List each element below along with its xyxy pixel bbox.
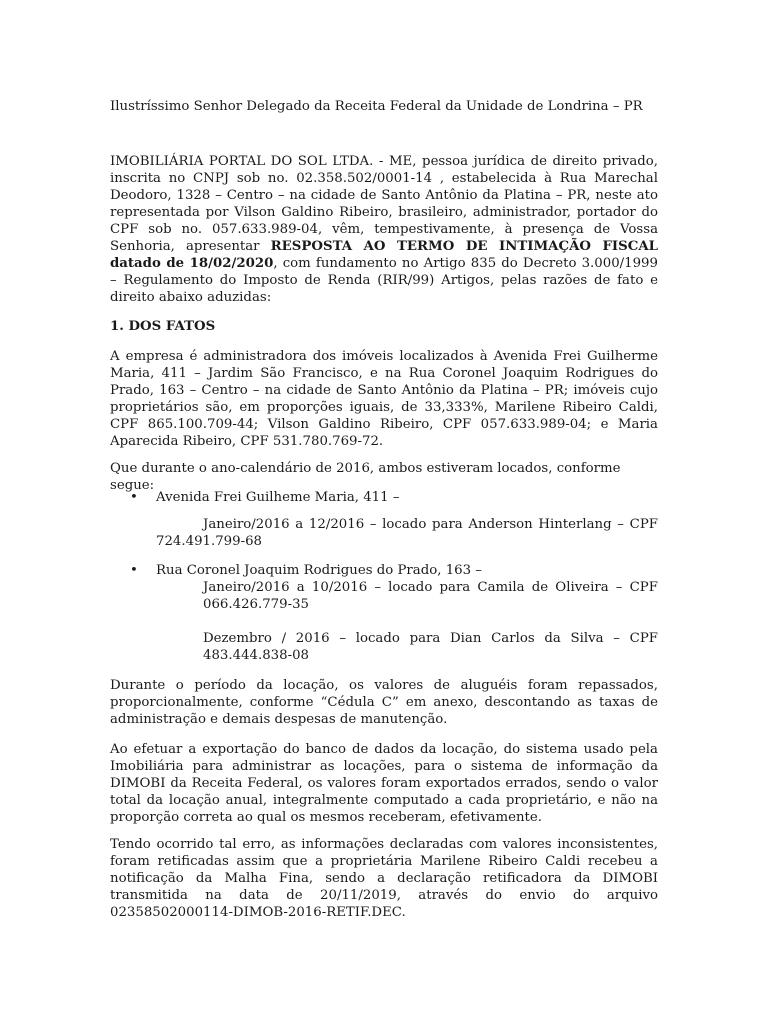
lease-cpf-3: 483.444.838-08 xyxy=(203,648,310,663)
intro-text-part1: IMOBILIÁRIA PORTAL DO SOL LTDA. - ME, pessoa jurídica de direito privado, inscrita no CNPJ sob no. 02.358.502/0001-14 , estabelecida à Rua Marechal Deodoro, 1328 – Centro – na cidade de Santo Antônio da Platina – PR, neste ato representada por Vilson Galdino Ribeiro, brasileiro, administrador, portador do CPF sob no. 057.633.989-04, vêm, tempestivamente, à presença de Vossa Senhoria, apresentar xyxy=(110,154,658,254)
lease-cpf-2: 066.426.779-35 xyxy=(203,597,310,612)
facts-paragraph-5: Tendo ocorrido tal erro, as informações declaradas com valores inconsistentes, foram retificadas assim que a proprietária Marilene Ribeiro Caldi recebeu a notificação da Malha Fina, sendo a declaração retificadora da DIMOBI transmitida na data de 20/11/2019, através do envio do arquivo 02358502000114-DIMOB-2016-RETIF.DEC. xyxy=(110,837,658,920)
lease-cpf-1: 724.491.799-68 xyxy=(156,534,263,549)
intro-paragraph xyxy=(110,153,658,306)
greeting-line: Ilustríssimo Senhor Delegado da Receita Federal da Unidade de Londrina – PR xyxy=(110,99,643,114)
facts-paragraph-4: Ao efetuar a exportação do banco de dados da locação, do sistema usado pela Imobiliária para administrar as locações, para o sistema de informação da DIMOBI da Receita Federal, os valores foram exportados errados, sendo o valor total da locação anual, integralmente computado a cada proprietário, e não na proporção correta ao qual os mesmos receberam, efetivamente. xyxy=(110,742,658,825)
facts-paragraph-2: Que durante o ano-calendário de 2016, ambos estiveram locados, conforme segue: xyxy=(110,461,621,493)
bullet-2-detail-1 xyxy=(203,579,658,613)
bullet-2-detail-2 xyxy=(203,630,658,664)
bullet-1-detail-1 xyxy=(156,516,658,550)
lease-line-3: Dezembro / 2016 – locado para Dian Carlos da Silva – CPF xyxy=(203,631,658,646)
lease-line-2: Janeiro/2016 a 10/2016 – locado para Camila de Oliveira – CPF xyxy=(203,580,658,595)
bullet-dot-icon: • xyxy=(130,490,138,505)
bullet-title-1: Avenida Frei Guilheme Maria, 411 – xyxy=(156,490,400,505)
section-heading: 1. DOS FATOS xyxy=(110,319,216,334)
bullet-dot-icon: • xyxy=(130,563,138,578)
facts-paragraph-1: A empresa é administradora dos imóveis localizados à Avenida Frei Guilherme Maria, 411 – Jardim São Francisco, e na Rua Coronel Joaquim Rodrigues do Prado, 163 – Centro – na cidade de Santo Antônio da Platina – PR; imóveis cujo proprietários são, em proporções iguais, de 33,333%, Marilene Ribeiro Caldi, CPF 865.100.709-44; Vilson Galdino Ribeiro, CPF 057.633.989-04; e Maria Aparecida Ribeiro, CPF 531.780.769-72. xyxy=(110,349,658,449)
intro-bold-subject: RESPOSTA AO TERMO DE INTIMAÇÃO FISCAL datado de 18/02/2020 xyxy=(110,239,658,271)
bullet-title-2: Rua Coronel Joaquim Rodrigues do Prado, 163 – xyxy=(156,563,482,578)
intro-text-part2: , com fundamento no Artigo 835 do Decreto 3.000/1999 – Regulamento do Imposto de Renda (RIR/99) Artigos, pelas razões de fato e direito abaixo aduzidas: xyxy=(110,256,658,305)
facts-paragraph-3: Durante o período da locação, os valores de aluguéis foram repassados, proporcionalmente, conforme “Cédula C” em anexo, descontando as taxas de administração e demais despesas de manutenção. xyxy=(110,678,658,727)
lease-line-1: Janeiro/2016 a 12/2016 – locado para Anderson Hinterlang – CPF xyxy=(203,517,658,532)
